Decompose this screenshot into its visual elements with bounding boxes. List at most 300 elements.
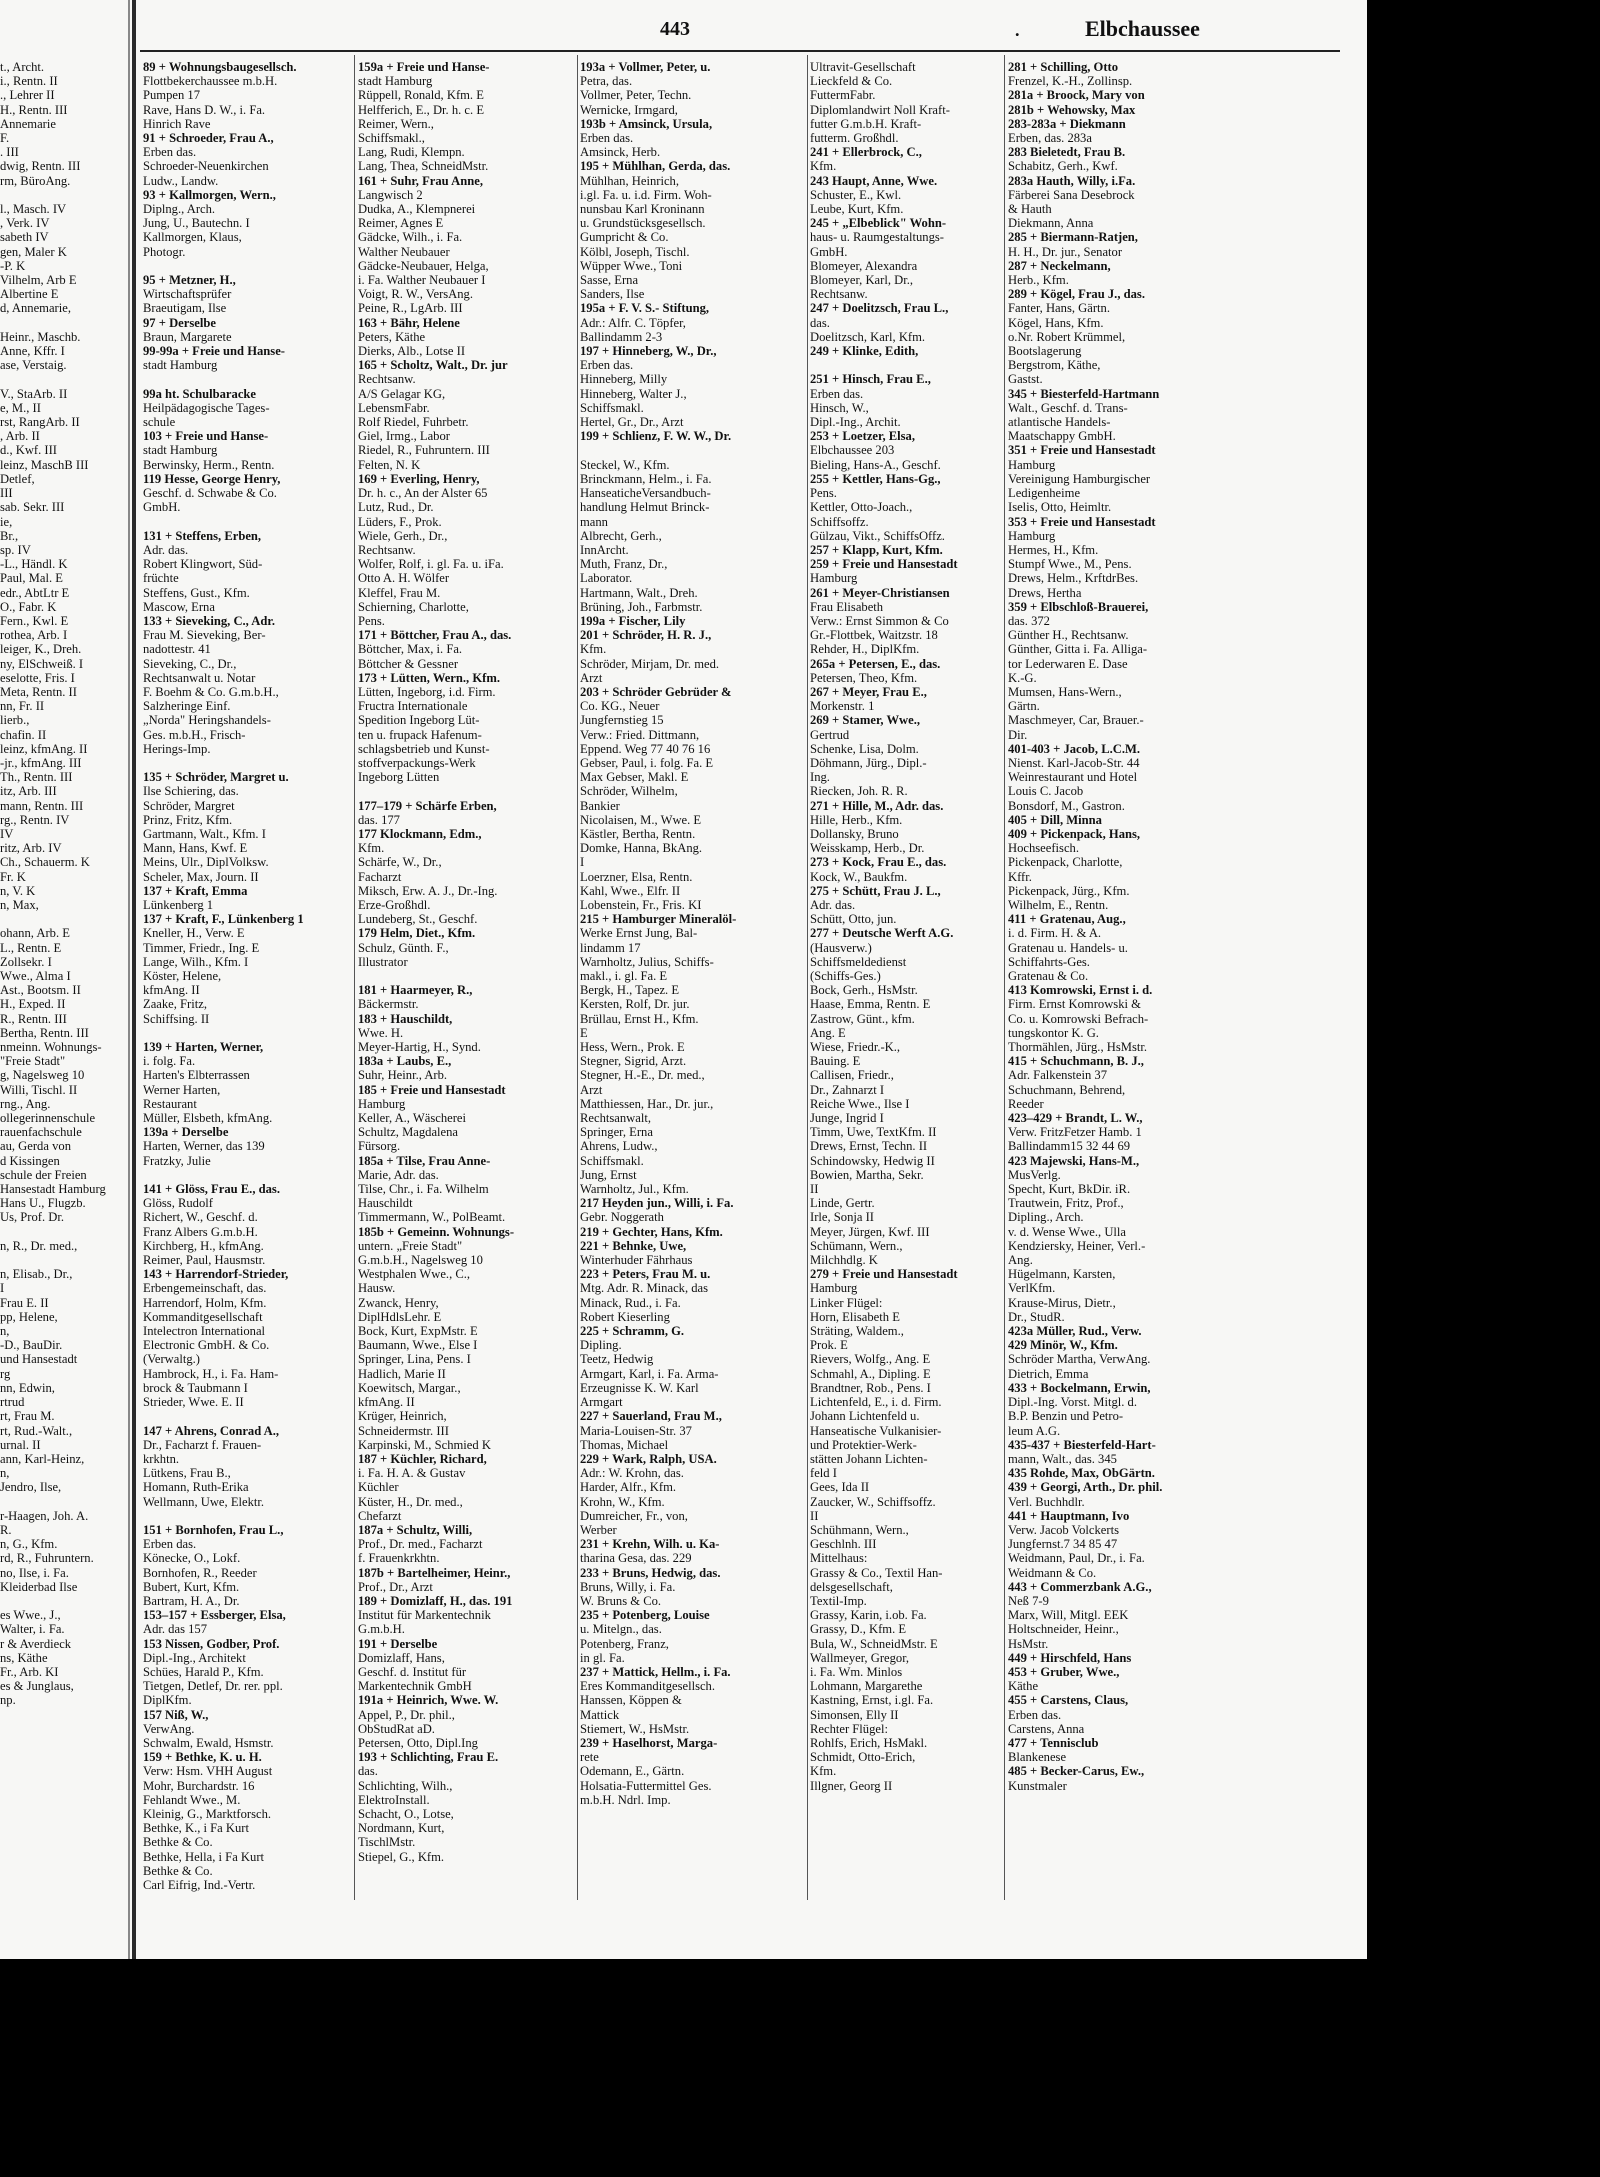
directory-line: 429 Minör, W., Kfm.	[1008, 1338, 1118, 1353]
directory-line: 229 + Wark, Ralph, USA.	[580, 1451, 717, 1466]
directory-line: VerlKfm.	[1008, 1281, 1056, 1296]
directory-line: Hinsch, W.,	[810, 400, 869, 415]
directory-line: 275 + Schütt, Frau J. L.,	[810, 883, 941, 898]
directory-line: Helfferich, E., Dr. h. c. E	[358, 102, 485, 117]
directory-line: Timm, Uwe, TextKfm. II	[810, 1125, 937, 1140]
directory-line: 141 + Glöss, Frau E., das.	[143, 1182, 280, 1197]
directory-line: Lichtenfeld, E., i. d. Firm.	[810, 1395, 942, 1410]
directory-line: Dir.	[1008, 727, 1028, 742]
directory-line: Bowien, Martha, Sekr.	[810, 1167, 924, 1182]
directory-line: ase, Verstaig.	[0, 358, 67, 373]
directory-line: l., Masch. IV	[0, 202, 67, 217]
directory-line: 415 + Schuchmann, B. J.,	[1008, 1054, 1144, 1069]
directory-line: Callisen, Friedr.,	[810, 1068, 894, 1083]
directory-column-3	[580, 60, 805, 1807]
directory-line: in gl. Fa.	[580, 1650, 625, 1665]
directory-line: n,	[0, 1466, 10, 1481]
directory-line: ten u. frupack Hafenum-	[358, 727, 482, 742]
directory-line: Koewitsch, Margar.,	[358, 1380, 461, 1395]
directory-line: Ledigenheime	[1008, 486, 1081, 501]
directory-line: Pens.	[358, 613, 385, 628]
directory-line: Lutz, Rud., Dr.	[358, 500, 434, 515]
directory-line: Stiemert, W., HsMstr.	[580, 1721, 690, 1736]
directory-line: Junge, Ingrid I	[810, 1111, 884, 1126]
directory-line: Brinckmann, Helm., i. Fa.	[580, 471, 712, 486]
directory-line: Westphalen Wwe., C.,	[358, 1267, 471, 1282]
directory-line: Hügelmann, Karsten,	[1008, 1267, 1116, 1282]
directory-line: Böttcher, Max, i. Fa.	[358, 642, 463, 657]
directory-line: Laborator.	[580, 571, 633, 586]
directory-line: Ang. E	[810, 1025, 846, 1040]
directory-line: Ballindamm15 32 44 69	[1008, 1139, 1131, 1154]
directory-line: 405 + Dill, Minna	[1008, 812, 1102, 827]
scan-border-bottom	[0, 1959, 1600, 2177]
directory-line: Lünkenberg 1	[143, 897, 214, 912]
directory-line: Armgart, Karl, i. Fa. Arma-	[580, 1366, 719, 1381]
directory-line: 235 + Potenberg, Louise	[580, 1608, 710, 1623]
directory-line: Kneller, H., Verw. E	[143, 926, 245, 941]
directory-line: Reeder	[1008, 1096, 1044, 1111]
directory-line: Prinz, Fritz, Kfm.	[143, 812, 233, 827]
directory-line: Willi, Tischl. II	[0, 1082, 78, 1097]
directory-line: 279 + Freie und Hansestadt	[810, 1267, 958, 1282]
directory-line: rauenfachschule	[0, 1125, 82, 1140]
directory-line: d., Kwf. III	[0, 443, 58, 458]
directory-line: 439 + Georgi, Arth., Dr. phil.	[1008, 1480, 1163, 1495]
directory-line: t., Archt.	[0, 60, 45, 74]
directory-line: Petersen, Otto, Dipl.Ing	[358, 1735, 478, 1750]
directory-line: Könecke, O., Lokf.	[143, 1551, 241, 1566]
column-divider	[1004, 55, 1005, 1900]
directory-line: Irle, Sonja II	[810, 1210, 874, 1225]
directory-line: 189 + Domizlaff, H., das. 191	[358, 1593, 513, 1608]
directory-line: Erben das.	[143, 1537, 197, 1552]
directory-line: gen, Maler K	[0, 244, 67, 259]
directory-line: Muth, Franz, Dr.,	[580, 557, 668, 572]
directory-line: Hansestadt Hamburg	[0, 1182, 106, 1197]
directory-line: 353 + Freie und Hansestadt	[1008, 514, 1156, 529]
directory-line: Kendziersky, Heiner, Verl.-	[1008, 1238, 1146, 1253]
directory-line: Bula, W., SchneidMstr. E	[810, 1636, 938, 1651]
directory-line: Kästler, Bertha, Rentn.	[580, 826, 696, 841]
directory-line: Dumreicher, Fr., von,	[580, 1508, 688, 1523]
directory-column-1	[143, 60, 352, 1892]
directory-line: Verw. Jacob Volckerts	[1008, 1522, 1119, 1537]
directory-line: Brandtner, Rob., Pens. I	[810, 1380, 931, 1395]
directory-line: Hinneberg, Walter J.,	[580, 386, 687, 401]
directory-line: Odemann, E., Gärtn.	[580, 1764, 685, 1779]
directory-line: Robert Kieserling	[580, 1309, 670, 1324]
directory-line: 153 Nissen, Godber, Prof.	[143, 1636, 280, 1651]
directory-line: 119 Hesse, George Henry,	[143, 471, 281, 486]
directory-line: Diplomlandwirt Noll Kraft-	[810, 102, 950, 117]
directory-line: Fr. K	[0, 869, 26, 884]
header-rule	[140, 50, 1340, 52]
directory-line: Langwisch 2	[358, 187, 423, 202]
directory-line: Erben das.	[580, 131, 634, 146]
directory-line: Stiepel, G., Kfm.	[358, 1849, 445, 1864]
directory-line: Maschmeyer, Car, Brauer.-	[1008, 713, 1144, 728]
directory-line: GmbH.	[810, 244, 848, 259]
directory-line: stätten Johann Lichten-	[810, 1451, 928, 1466]
directory-line: Schiffsmakl.,	[358, 131, 425, 146]
directory-line: chafin. II	[0, 727, 47, 742]
directory-line: Timmermann, W., PolBeamt.	[358, 1210, 506, 1225]
directory-line: Schiffsmeldedienst	[810, 954, 907, 969]
directory-line: G.m.b.H., Nagelsweg 10	[358, 1253, 483, 1268]
directory-line: 251 + Hinsch, Frau E.,	[810, 372, 931, 387]
directory-line: Heilpädagogische Tages-	[143, 400, 270, 415]
directory-line: Steffens, Gust., Kfm.	[143, 585, 250, 600]
directory-line: rete	[580, 1750, 599, 1765]
column-divider	[354, 55, 355, 1900]
directory-column-2	[358, 60, 576, 1864]
directory-line: 283a Hauth, Willy, i.Fa.	[1008, 173, 1136, 188]
directory-column-partial	[0, 60, 128, 1900]
directory-line: ritz, Arb. IV	[0, 841, 62, 856]
directory-line: 449 + Hirschfeld, Hans	[1008, 1650, 1132, 1665]
directory-line: Lang, Rudi, Klempn.	[358, 145, 465, 160]
directory-line: schule	[143, 415, 176, 430]
directory-line: Schärfe, W., Dr.,	[358, 855, 442, 870]
directory-line: Werner Harten,	[143, 1082, 221, 1097]
directory-line: Adr. das.	[143, 542, 189, 557]
directory-line: I	[580, 855, 585, 870]
directory-line: Specht, Kurt, BkDir. iR.	[1008, 1182, 1131, 1197]
directory-line: 477 + Tennisclub	[1008, 1735, 1099, 1750]
directory-line: 281a + Broock, Mary von	[1008, 88, 1145, 103]
directory-line: 249 + Klinke, Edith,	[810, 344, 919, 359]
directory-line: au, Gerda von	[0, 1139, 71, 1154]
directory-line	[143, 259, 352, 273]
directory-line: das.	[358, 1764, 378, 1779]
directory-line: Intelectron International	[143, 1324, 266, 1339]
directory-line: 99a ht. Schulbaracke	[143, 386, 257, 401]
directory-line: (Hausverw.)	[810, 940, 872, 955]
directory-line: Blomeyer, Karl, Dr.,	[810, 273, 914, 288]
directory-line: Nordmann, Kurt,	[358, 1821, 445, 1836]
directory-line: L., Rentn. E	[0, 940, 62, 955]
directory-line: 433 + Bockelmann, Erwin,	[1008, 1380, 1151, 1395]
directory-line: Th., Rentn. III	[0, 770, 73, 785]
directory-line: Wiese, Friedr.-K.,	[810, 1040, 901, 1055]
directory-line: 259 + Freie und Hansestadt	[810, 557, 958, 572]
directory-line: 273 + Kock, Frau E., das.	[810, 855, 947, 870]
directory-line: Domke, Hanna, BkAng.	[580, 841, 703, 856]
directory-line: Adr. das 157	[143, 1622, 208, 1637]
directory-line: Gertrud	[810, 727, 850, 742]
directory-line: Br.,	[0, 528, 19, 543]
directory-line: 143 + Harrendorf-Strieder,	[143, 1267, 289, 1282]
directory-line: Karpinski, M., Schmied K	[358, 1437, 491, 1452]
directory-line: 243 Haupt, Anne, Wwe.	[810, 173, 938, 188]
directory-line: Weidmann & Co.	[1008, 1565, 1097, 1580]
directory-line: Rechtsanwalt u. Notar	[143, 670, 256, 685]
directory-line	[0, 1253, 128, 1267]
directory-line: m.b.H. Ndrl. Imp.	[580, 1792, 671, 1807]
directory-line: 215 + Hamburger Mineralöl-	[580, 912, 737, 927]
directory-line: Appel, P., Dr. phil.,	[358, 1707, 455, 1722]
directory-line: Giel, Irmg., Labor	[358, 429, 450, 444]
directory-line: leinz, MaschB III	[0, 457, 89, 472]
directory-line: Mtg. Adr. R. Minack, das	[580, 1281, 709, 1296]
directory-line: 187b + Bartelheimer, Heinr.,	[358, 1565, 511, 1580]
directory-line: futterm. Großhdl.	[810, 131, 899, 146]
directory-line: Adr.: Alfr. C. Töpfer,	[580, 315, 686, 330]
directory-line: 423–429 + Brandt, L. W.,	[1008, 1111, 1143, 1126]
directory-line: Jung, Ernst	[580, 1167, 637, 1182]
directory-line: feld I	[810, 1466, 837, 1481]
directory-line: Erzeugnisse K. W. Karl	[580, 1380, 699, 1395]
directory-line: Ch., Schauerm. K	[0, 855, 90, 870]
directory-line: lindamm 17	[580, 940, 641, 955]
directory-line: Arzt	[580, 1082, 603, 1097]
directory-line: Walther Neubauer	[358, 244, 450, 259]
directory-line: Dr., StudR.	[1008, 1309, 1065, 1324]
directory-line: Fürsorg.	[358, 1139, 401, 1154]
directory-line: Dipl.-Ing. Vorst. Mitgl. d.	[1008, 1395, 1137, 1410]
directory-line: Schuchmann, Behrend,	[1008, 1082, 1126, 1097]
directory-line: 185 + Freie und Hansestadt	[358, 1082, 506, 1097]
directory-line: n, Elisab., Dr.,	[0, 1267, 73, 1282]
directory-line	[0, 1594, 128, 1608]
directory-line: Linde, Gertr.	[810, 1196, 875, 1211]
directory-line: H., Exped. II	[0, 997, 66, 1012]
directory-line: 217 Heyden jun., Willi, i. Fa.	[580, 1196, 734, 1211]
directory-line: 283 Bieletedt, Frau B.	[1008, 145, 1126, 160]
directory-line: Bartram, H. A., Dr.	[143, 1593, 240, 1608]
directory-line: 453 + Gruber, Wwe.,	[1008, 1664, 1120, 1679]
directory-line	[358, 784, 576, 798]
directory-line: . III	[0, 145, 19, 160]
directory-line: Zollsekr. I	[0, 954, 52, 969]
directory-line: Heinr., Maschb.	[0, 329, 81, 344]
directory-line: Schierning, Charlotte,	[358, 599, 469, 614]
directory-line: 161 + Suhr, Frau Anne,	[358, 173, 483, 188]
directory-line: stadt Hamburg	[143, 443, 218, 458]
directory-line: -D., BauDir.	[0, 1338, 63, 1353]
directory-line: Hans U., Flugzb.	[0, 1196, 86, 1211]
directory-line: Marx, Will, Mitgl. EEK	[1008, 1608, 1129, 1623]
directory-line: 227 + Sauerland, Frau M.,	[580, 1409, 722, 1424]
directory-line: 411 + Gratenau, Aug.,	[1008, 912, 1126, 927]
directory-line: nn, Edwin,	[0, 1380, 55, 1395]
directory-line: Dudka, A., Klempnerei	[358, 202, 476, 217]
directory-line: Rohlfs, Erich, HsMakl.	[810, 1735, 928, 1750]
directory-line: früchte	[143, 571, 179, 586]
directory-line: nadottestr. 41	[143, 642, 211, 657]
directory-line: Salzheringe Einf.	[143, 699, 231, 714]
directory-line: Hinrich Rave	[143, 116, 211, 131]
directory-line: Pens.	[810, 486, 837, 501]
directory-line: GmbH.	[143, 500, 181, 515]
directory-line: 199a + Fischer, Lily	[580, 613, 686, 628]
directory-line: Ing.	[810, 770, 830, 785]
directory-line: Ahrens, Ludw.,	[580, 1139, 658, 1154]
directory-line: Petra, das.	[580, 74, 633, 89]
directory-line: Sanders, Ilse	[580, 287, 645, 302]
directory-line: Jungfernst.7 34 85 47	[1008, 1537, 1118, 1552]
directory-line: Böttcher & Gessner	[358, 656, 459, 671]
directory-line: Kfm.	[810, 159, 837, 174]
directory-line: 139 + Harten, Werner,	[143, 1040, 264, 1055]
directory-line: Felten, N. K	[358, 457, 421, 472]
directory-line: Erben, das. 283a	[1008, 131, 1092, 146]
directory-line: f. Frauenkrkhtn.	[358, 1551, 440, 1566]
directory-line: Rave, Hans D. W., i. Fa.	[143, 102, 266, 117]
directory-line: Gülzau, Vikt., SchiffsOffz.	[810, 528, 945, 543]
directory-line: n, G., Kfm.	[0, 1537, 58, 1552]
directory-line: R.	[0, 1522, 12, 1537]
directory-line: Kahl, Wwe., Elfr. II	[580, 883, 681, 898]
directory-line: 147 + Ahrens, Conrad A.,	[143, 1423, 280, 1438]
directory-line: Erben das.	[810, 386, 864, 401]
directory-line: 187 + Küchler, Richard,	[358, 1451, 487, 1466]
directory-line: 223 + Peters, Frau M. u.	[580, 1267, 711, 1282]
directory-line: u. Grundstücksgesellsch.	[580, 216, 706, 231]
directory-line: Meta, Rentn. II	[0, 684, 77, 699]
directory-line: Flottbekerchaussee m.b.H.	[143, 74, 278, 89]
directory-line: Voigt, R. W., VersAng.	[358, 287, 473, 302]
directory-line: Reimer, Paul, Hausmstr.	[143, 1253, 266, 1268]
directory-line: g, Nagelsweg 10	[0, 1068, 85, 1083]
directory-line: Sasse, Erna	[580, 273, 639, 288]
directory-line: Kommanditgesellschaft	[143, 1309, 263, 1324]
directory-line: W. Bruns & Co.	[580, 1593, 662, 1608]
directory-line: Reiche Wwe., Ilse I	[810, 1096, 910, 1111]
directory-line: Minack, Rud., i. Fa.	[580, 1295, 681, 1310]
directory-line: Blankenese	[1008, 1750, 1067, 1765]
directory-line: F.	[0, 131, 10, 146]
directory-line: Baumann, Wwe., Else I	[358, 1338, 478, 1353]
directory-line: Restaurant	[143, 1096, 197, 1111]
directory-line: tharina Gesa, das. 229	[580, 1551, 692, 1566]
directory-line: Wüpper Wwe., Toni	[580, 258, 683, 273]
directory-line: 97 + Derselbe	[143, 315, 216, 330]
directory-line: Suhr, Heinr., Arb.	[358, 1068, 448, 1083]
directory-line	[143, 756, 352, 770]
directory-line: i. Fa. H. A. & Gustav	[358, 1466, 466, 1481]
directory-line: i. Fa. Walther Neubauer I	[358, 273, 486, 288]
directory-column-4	[810, 60, 1000, 1793]
directory-line: Miksch, Erw. A. J., Dr.-Ing.	[358, 883, 498, 898]
directory-line: 183 + Hauschildt,	[358, 1011, 453, 1026]
directory-line: Schröder, Mirjam, Dr. med.	[580, 656, 720, 671]
directory-line: 131 + Steffens, Erben,	[143, 528, 262, 543]
directory-line: 95 + Metzner, H.,	[143, 273, 236, 288]
directory-line: e, M., II	[0, 400, 41, 415]
directory-line: Schulz, Günth. F.,	[358, 940, 449, 955]
directory-line: Wwe., Alma I	[0, 969, 71, 983]
directory-line	[143, 515, 352, 529]
page-gutter-edge	[128, 0, 130, 1959]
directory-line: IV	[0, 826, 14, 841]
directory-line: F. Boehm & Co. G.m.b.H.,	[143, 684, 279, 699]
directory-line: edr., AbtLtr E	[0, 585, 70, 600]
directory-line: ns, Käthe	[0, 1650, 48, 1665]
directory-line: rtrud	[0, 1395, 25, 1410]
directory-line: 247 + Doelitzsch, Frau L.,	[810, 301, 949, 316]
directory-line: Mann, Hans, Kwf. E	[143, 841, 248, 856]
directory-line: Vilhelm, Arb E	[0, 273, 77, 288]
directory-line: III	[0, 486, 13, 501]
directory-line: rt, Frau M.	[0, 1409, 55, 1424]
directory-line: i. Fa. Wm. Minlos	[810, 1664, 903, 1679]
directory-line: stadt Hamburg	[358, 74, 433, 89]
directory-line: Rechtsanw.	[358, 542, 416, 557]
directory-line: n,	[0, 1324, 10, 1339]
directory-line: rm, BüroAng.	[0, 173, 71, 188]
directory-line: Firm. Ernst Komrowski &	[1008, 997, 1141, 1012]
directory-line: Krüger, Heinrich,	[358, 1409, 447, 1424]
directory-line: Jendro, Ilse,	[0, 1480, 62, 1495]
directory-line: Lohmann, Margarethe	[810, 1679, 923, 1694]
directory-line: Steckel, W., Kfm.	[580, 457, 670, 472]
directory-line: Weisskamp, Herb., Dr.	[810, 841, 925, 856]
directory-line: ie,	[0, 514, 13, 529]
directory-line: Hausw.	[358, 1281, 396, 1296]
directory-line: 409 + Pickenpack, Hans,	[1008, 826, 1141, 841]
directory-line: Braun, Margarete	[143, 329, 232, 344]
directory-line	[0, 1495, 128, 1509]
directory-line: Walter, i. Fa.	[0, 1622, 65, 1637]
directory-line: Schmidt, Otto-Erich,	[810, 1750, 916, 1765]
directory-line: Kölbl, Joseph, Tischl.	[580, 244, 690, 259]
directory-line: Kögel, Hans, Kfm.	[1008, 315, 1104, 330]
directory-line: Bruns, Willy, i. Fa.	[580, 1579, 676, 1594]
directory-line: 423 Majewski, Hans-M.,	[1008, 1153, 1140, 1168]
directory-line: Schiffsoffz.	[810, 514, 869, 529]
directory-line: es Wwe., J.,	[0, 1608, 61, 1623]
directory-line: 137 + Kraft, F., Lünkenberg 1	[143, 912, 304, 927]
directory-line: Bergstrom, Käthe,	[1008, 358, 1101, 373]
directory-line	[143, 1168, 352, 1182]
directory-line: 157 Niß, W.,	[143, 1707, 209, 1722]
directory-line: Neß 7-9	[1008, 1593, 1049, 1608]
directory-line: Wiele, Gerh., Dr.,	[358, 528, 448, 543]
directory-line: 91 + Schroeder, Frau A.,	[143, 131, 274, 146]
directory-line: Mühlhan, Heinrich,	[580, 173, 679, 188]
directory-line: 401-403 + Jacob, L.C.M.	[1008, 741, 1141, 756]
directory-line: Berwinsky, Herm., Rentn.	[143, 457, 275, 472]
directory-line: 135 + Schröder, Margret u.	[143, 770, 289, 785]
directory-line: Gumpricht & Co.	[580, 230, 669, 245]
directory-line: mann, Rentn. III	[0, 798, 84, 813]
directory-line: Erben das.	[143, 145, 197, 160]
directory-line: Prok. E	[810, 1338, 848, 1353]
directory-line: Spedition Ingeborg Lüt-	[358, 713, 480, 728]
directory-line: Teetz, Hedwig	[580, 1352, 654, 1367]
directory-line: Lobenstein, Fr., Fris. KI	[580, 897, 702, 912]
directory-line: H., Rentn. III	[0, 102, 68, 117]
directory-line	[143, 372, 352, 386]
directory-line: Verw.: Ernst Simmon & Co	[810, 613, 949, 628]
directory-line: Morkenstr. 1	[810, 699, 875, 714]
directory-line: Springer, Erna	[580, 1125, 653, 1140]
directory-line: dwig, Rentn. III	[0, 159, 81, 174]
directory-line: Verw.: Fried. Dittmann,	[580, 727, 700, 742]
directory-line: 103 + Freie und Hanse-	[143, 429, 269, 444]
directory-line: Kastning, Ernst, i.gl. Fa.	[810, 1693, 934, 1708]
directory-line: 237 + Mattick, Hellm., i. Fa.	[580, 1664, 731, 1679]
directory-line: d, Annemarie,	[0, 301, 71, 316]
directory-line: Wwe. H.	[358, 1025, 404, 1040]
directory-line: Schroeder-Neuenkirchen	[143, 159, 269, 174]
directory-line	[143, 1409, 352, 1423]
directory-line: Hartmann, Walt., Dreh.	[580, 585, 698, 600]
directory-line: Horn, Elisabeth E	[810, 1309, 900, 1324]
directory-line: Gebr. Noggerath	[580, 1210, 664, 1225]
